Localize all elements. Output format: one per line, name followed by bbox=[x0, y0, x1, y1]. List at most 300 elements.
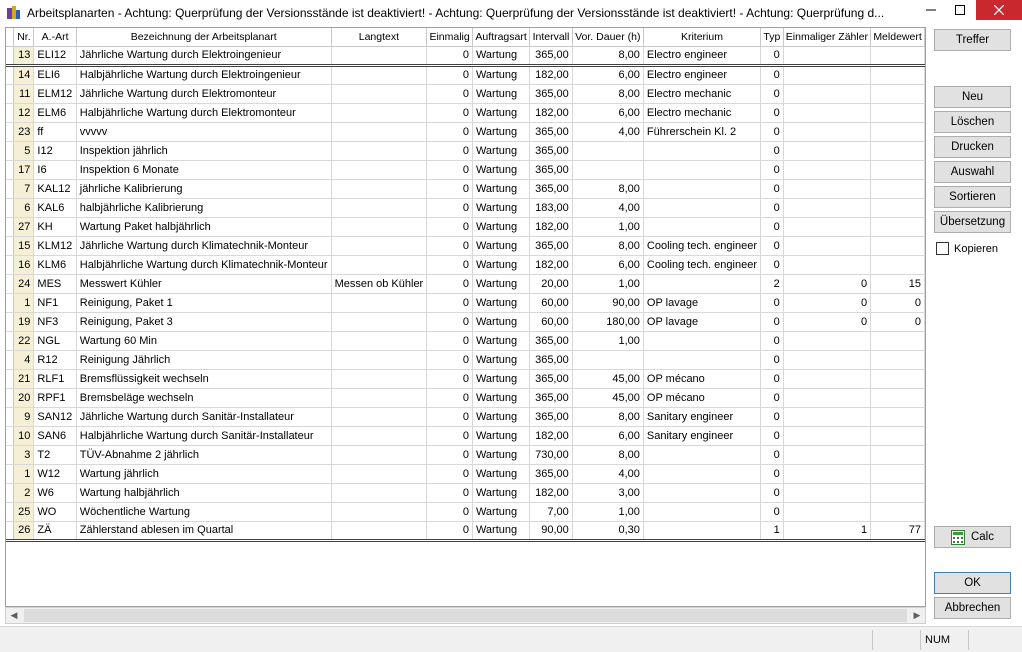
cell-typ[interactable]: 0 bbox=[760, 483, 783, 502]
cell-einmalig[interactable]: 0 bbox=[427, 84, 473, 103]
table-row[interactable] bbox=[6, 521, 925, 540]
cell-art[interactable]: KLM6 bbox=[34, 255, 76, 274]
cell-meldewert[interactable] bbox=[871, 464, 925, 483]
cell-einmalig[interactable]: 0 bbox=[427, 502, 473, 521]
table-row[interactable] bbox=[6, 331, 925, 350]
cell-bezeichnung[interactable]: Inspektion jährlich bbox=[76, 141, 331, 160]
cell-einmalig[interactable]: 0 bbox=[427, 65, 473, 84]
cell-bezeichnung[interactable]: Halbjährliche Wartung durch Elektroingenieur bbox=[76, 65, 331, 84]
cell-auftragsart[interactable]: Wartung bbox=[472, 274, 529, 293]
cell-meldewert[interactable] bbox=[871, 331, 925, 350]
cell-art[interactable]: KAL6 bbox=[34, 198, 76, 217]
cell-nr[interactable]: 25 bbox=[14, 502, 34, 521]
cell-zaehler[interactable] bbox=[783, 407, 870, 426]
cell-auftragsart[interactable]: Wartung bbox=[472, 312, 529, 331]
cell-auftragsart[interactable]: Wartung bbox=[472, 198, 529, 217]
cell-dauer[interactable]: 6,00 bbox=[572, 426, 643, 445]
col-header[interactable]: Vor. Dauer (h) bbox=[572, 28, 643, 46]
row-selector[interactable] bbox=[6, 293, 14, 312]
table-row[interactable] bbox=[6, 65, 925, 84]
cell-kriterium[interactable]: Sanitary engineer bbox=[643, 407, 760, 426]
cell-typ[interactable]: 1 bbox=[760, 521, 783, 540]
cell-auftragsart[interactable]: Wartung bbox=[472, 445, 529, 464]
cell-meldewert[interactable] bbox=[871, 483, 925, 502]
cell-dauer[interactable] bbox=[572, 350, 643, 369]
cell-typ[interactable]: 0 bbox=[760, 179, 783, 198]
col-header[interactable]: Intervall bbox=[530, 28, 573, 46]
row-selector[interactable] bbox=[6, 65, 14, 84]
row-selector[interactable] bbox=[6, 426, 14, 445]
cell-langtext[interactable] bbox=[331, 293, 427, 312]
cell-nr[interactable]: 20 bbox=[14, 388, 34, 407]
cell-dauer[interactable]: 180,00 bbox=[572, 312, 643, 331]
cell-einmalig[interactable]: 0 bbox=[427, 274, 473, 293]
cell-bezeichnung[interactable]: Jährliche Wartung durch Sanitär-Installateur bbox=[76, 407, 331, 426]
cell-bezeichnung[interactable]: Halbjährliche Wartung durch Elektromonteur bbox=[76, 103, 331, 122]
cell-typ[interactable]: 0 bbox=[760, 502, 783, 521]
cell-art[interactable]: NF3 bbox=[34, 312, 76, 331]
cell-bezeichnung[interactable]: Jährliche Wartung durch Elektromonteur bbox=[76, 84, 331, 103]
table-row[interactable] bbox=[6, 502, 925, 521]
cell-bezeichnung[interactable]: Bremsbeläge wechseln bbox=[76, 388, 331, 407]
row-selector[interactable] bbox=[6, 236, 14, 255]
cell-dauer[interactable]: 4,00 bbox=[572, 122, 643, 141]
cell-auftragsart[interactable]: Wartung bbox=[472, 483, 529, 502]
delete-button[interactable]: Löschen bbox=[934, 111, 1011, 133]
cell-dauer[interactable]: 6,00 bbox=[572, 255, 643, 274]
cell-langtext[interactable] bbox=[331, 464, 427, 483]
cell-auftragsart[interactable]: Wartung bbox=[472, 331, 529, 350]
cell-typ[interactable]: 0 bbox=[760, 65, 783, 84]
cell-bezeichnung[interactable]: Jährliche Wartung durch Klimatechnik-Monteur bbox=[76, 236, 331, 255]
cell-auftragsart[interactable]: Wartung bbox=[472, 350, 529, 369]
cell-kriterium[interactable] bbox=[643, 483, 760, 502]
cell-bezeichnung[interactable]: Reinigung, Paket 3 bbox=[76, 312, 331, 331]
cell-intervall[interactable]: 182,00 bbox=[530, 255, 573, 274]
cell-art[interactable]: ELM12 bbox=[34, 84, 76, 103]
cell-zaehler[interactable] bbox=[783, 103, 870, 122]
cell-art[interactable]: ff bbox=[34, 122, 76, 141]
cell-langtext[interactable]: Messen ob Kühler bbox=[331, 274, 427, 293]
cell-langtext[interactable] bbox=[331, 217, 427, 236]
cell-zaehler[interactable] bbox=[783, 198, 870, 217]
cell-nr[interactable]: 10 bbox=[14, 426, 34, 445]
cell-nr[interactable]: 16 bbox=[14, 255, 34, 274]
cell-meldewert[interactable] bbox=[871, 407, 925, 426]
cell-nr[interactable]: 13 bbox=[14, 46, 34, 65]
row-selector[interactable] bbox=[6, 84, 14, 103]
cell-nr[interactable]: 24 bbox=[14, 274, 34, 293]
table-row[interactable] bbox=[6, 312, 925, 331]
table-row[interactable] bbox=[6, 483, 925, 502]
cell-langtext[interactable] bbox=[331, 122, 427, 141]
col-header[interactable]: Kriterium bbox=[643, 28, 760, 46]
table-row[interactable] bbox=[6, 84, 925, 103]
cell-meldewert[interactable] bbox=[871, 198, 925, 217]
cell-zaehler[interactable] bbox=[783, 141, 870, 160]
cell-typ[interactable]: 0 bbox=[760, 122, 783, 141]
cell-nr[interactable]: 27 bbox=[14, 217, 34, 236]
row-selector[interactable] bbox=[6, 331, 14, 350]
row-selector[interactable] bbox=[6, 160, 14, 179]
table-row[interactable] bbox=[6, 103, 925, 122]
cell-meldewert[interactable] bbox=[871, 160, 925, 179]
cell-auftragsart[interactable]: Wartung bbox=[472, 46, 529, 65]
cell-intervall[interactable]: 365,00 bbox=[530, 464, 573, 483]
row-selector[interactable] bbox=[6, 483, 14, 502]
cell-auftragsart[interactable]: Wartung bbox=[472, 122, 529, 141]
cell-art[interactable]: RPF1 bbox=[34, 388, 76, 407]
copy-checkbox-wrap[interactable] bbox=[936, 242, 998, 255]
cell-bezeichnung[interactable]: Wartung Paket halbjährlich bbox=[76, 217, 331, 236]
translation-button[interactable]: Übersetzung bbox=[934, 211, 1011, 233]
cell-langtext[interactable] bbox=[331, 65, 427, 84]
cell-typ[interactable]: 0 bbox=[760, 388, 783, 407]
cell-meldewert[interactable] bbox=[871, 84, 925, 103]
cell-art[interactable]: KLM12 bbox=[34, 236, 76, 255]
cell-kriterium[interactable]: OP lavage bbox=[643, 293, 760, 312]
cell-intervall[interactable]: 365,00 bbox=[530, 350, 573, 369]
row-selector[interactable] bbox=[6, 103, 14, 122]
table-row[interactable] bbox=[6, 217, 925, 236]
cell-kriterium[interactable]: Electro mechanic bbox=[643, 103, 760, 122]
cell-zaehler[interactable] bbox=[783, 122, 870, 141]
cell-bezeichnung[interactable]: Halbjährliche Wartung durch Sanitär-Installateur bbox=[76, 426, 331, 445]
cell-typ[interactable]: 0 bbox=[760, 464, 783, 483]
cell-nr[interactable]: 4 bbox=[14, 350, 34, 369]
row-selector[interactable] bbox=[6, 445, 14, 464]
table-row[interactable] bbox=[6, 293, 925, 312]
cell-meldewert[interactable] bbox=[871, 350, 925, 369]
cell-langtext[interactable] bbox=[331, 445, 427, 464]
print-button[interactable]: Drucken bbox=[934, 136, 1011, 158]
cell-einmalig[interactable]: 0 bbox=[427, 312, 473, 331]
cell-bezeichnung[interactable]: jährliche Kalibrierung bbox=[76, 179, 331, 198]
cell-nr[interactable]: 12 bbox=[14, 103, 34, 122]
cell-kriterium[interactable] bbox=[643, 331, 760, 350]
cell-bezeichnung[interactable]: Wartung halbjährlich bbox=[76, 483, 331, 502]
cell-einmalig[interactable]: 0 bbox=[427, 122, 473, 141]
cell-auftragsart[interactable]: Wartung bbox=[472, 179, 529, 198]
cell-zaehler[interactable] bbox=[783, 236, 870, 255]
cell-kriterium[interactable]: Cooling tech. engineer bbox=[643, 255, 760, 274]
cell-intervall[interactable]: 60,00 bbox=[530, 312, 573, 331]
cell-typ[interactable]: 0 bbox=[760, 407, 783, 426]
cell-langtext[interactable] bbox=[331, 350, 427, 369]
cell-intervall[interactable]: 365,00 bbox=[530, 407, 573, 426]
row-selector[interactable] bbox=[6, 521, 14, 540]
cell-einmalig[interactable]: 0 bbox=[427, 103, 473, 122]
cell-art[interactable]: WO bbox=[34, 502, 76, 521]
table-row[interactable] bbox=[6, 274, 925, 293]
treffer-button[interactable]: Treffer bbox=[934, 29, 1011, 51]
cell-dauer[interactable]: 8,00 bbox=[572, 46, 643, 65]
cell-kriterium[interactable] bbox=[643, 350, 760, 369]
cell-kriterium[interactable] bbox=[643, 141, 760, 160]
cell-dauer[interactable]: 0,30 bbox=[572, 521, 643, 540]
cell-art[interactable]: NF1 bbox=[34, 293, 76, 312]
scrollbar-thumb[interactable] bbox=[24, 609, 907, 622]
cell-meldewert[interactable] bbox=[871, 236, 925, 255]
cell-art[interactable]: ELI12 bbox=[34, 46, 76, 65]
cell-art[interactable]: R12 bbox=[34, 350, 76, 369]
cell-meldewert[interactable]: 15 bbox=[871, 274, 925, 293]
cell-intervall[interactable]: 60,00 bbox=[530, 293, 573, 312]
cell-kriterium[interactable]: Electro engineer bbox=[643, 65, 760, 84]
cell-langtext[interactable] bbox=[331, 331, 427, 350]
row-selector[interactable] bbox=[6, 312, 14, 331]
ok-button[interactable]: OK bbox=[934, 572, 1011, 594]
table-row[interactable] bbox=[6, 388, 925, 407]
cell-intervall[interactable]: 365,00 bbox=[530, 46, 573, 65]
col-header[interactable]: Auftragsart bbox=[472, 28, 529, 46]
horizontal-scrollbar[interactable] bbox=[5, 607, 926, 624]
cell-meldewert[interactable] bbox=[871, 46, 925, 65]
cell-einmalig[interactable]: 0 bbox=[427, 331, 473, 350]
table-row[interactable] bbox=[6, 141, 925, 160]
table-row[interactable] bbox=[6, 122, 925, 141]
cell-art[interactable]: I6 bbox=[34, 160, 76, 179]
col-header[interactable]: A.-Art bbox=[34, 28, 76, 46]
cell-meldewert[interactable] bbox=[871, 122, 925, 141]
cell-typ[interactable]: 0 bbox=[760, 369, 783, 388]
cell-nr[interactable]: 17 bbox=[14, 160, 34, 179]
cell-art[interactable]: I12 bbox=[34, 141, 76, 160]
cell-einmalig[interactable]: 0 bbox=[427, 160, 473, 179]
cell-typ[interactable]: 0 bbox=[760, 198, 783, 217]
scroll-right-icon[interactable]: ▶ bbox=[913, 610, 921, 620]
col-header[interactable]: Typ bbox=[760, 28, 783, 46]
cell-meldewert[interactable] bbox=[871, 369, 925, 388]
cell-auftragsart[interactable]: Wartung bbox=[472, 426, 529, 445]
cell-bezeichnung[interactable]: Bremsflüssigkeit wechseln bbox=[76, 369, 331, 388]
cell-einmalig[interactable]: 0 bbox=[427, 141, 473, 160]
cell-intervall[interactable]: 90,00 bbox=[530, 521, 573, 540]
cell-einmalig[interactable]: 0 bbox=[427, 236, 473, 255]
cell-kriterium[interactable] bbox=[643, 179, 760, 198]
cell-kriterium[interactable]: Cooling tech. engineer bbox=[643, 236, 760, 255]
cell-dauer[interactable] bbox=[572, 141, 643, 160]
cell-dauer[interactable]: 1,00 bbox=[572, 331, 643, 350]
cell-kriterium[interactable]: Führerschein Kl. 2 bbox=[643, 122, 760, 141]
cell-nr[interactable]: 1 bbox=[14, 293, 34, 312]
cell-langtext[interactable] bbox=[331, 312, 427, 331]
cell-langtext[interactable] bbox=[331, 483, 427, 502]
table-row[interactable] bbox=[6, 369, 925, 388]
cell-dauer[interactable]: 8,00 bbox=[572, 407, 643, 426]
cell-einmalig[interactable]: 0 bbox=[427, 179, 473, 198]
cell-intervall[interactable]: 365,00 bbox=[530, 141, 573, 160]
cell-intervall[interactable]: 182,00 bbox=[530, 103, 573, 122]
data-grid[interactable] bbox=[5, 27, 926, 607]
cell-auftragsart[interactable]: Wartung bbox=[472, 65, 529, 84]
table-row[interactable] bbox=[6, 426, 925, 445]
cell-zaehler[interactable] bbox=[783, 65, 870, 84]
cell-kriterium[interactable] bbox=[643, 502, 760, 521]
cell-meldewert[interactable] bbox=[871, 502, 925, 521]
close-button[interactable] bbox=[976, 0, 1022, 20]
row-selector[interactable] bbox=[6, 255, 14, 274]
cell-bezeichnung[interactable]: Zählerstand ablesen im Quartal bbox=[76, 521, 331, 540]
cell-bezeichnung[interactable]: Wöchentliche Wartung bbox=[76, 502, 331, 521]
cell-langtext[interactable] bbox=[331, 179, 427, 198]
cell-auftragsart[interactable]: Wartung bbox=[472, 388, 529, 407]
cell-kriterium[interactable] bbox=[643, 217, 760, 236]
col-header[interactable]: Bezeichnung der Arbeitsplanart bbox=[76, 28, 331, 46]
cell-zaehler[interactable]: 0 bbox=[783, 274, 870, 293]
cell-zaehler[interactable] bbox=[783, 255, 870, 274]
cell-bezeichnung[interactable]: halbjährliche Kalibrierung bbox=[76, 198, 331, 217]
cell-einmalig[interactable]: 0 bbox=[427, 46, 473, 65]
row-selector[interactable] bbox=[6, 46, 14, 65]
cell-intervall[interactable]: 365,00 bbox=[530, 179, 573, 198]
cell-nr[interactable]: 23 bbox=[14, 122, 34, 141]
calc-button[interactable] bbox=[934, 526, 1011, 548]
cell-langtext[interactable] bbox=[331, 369, 427, 388]
cell-typ[interactable]: 0 bbox=[760, 217, 783, 236]
selection-button[interactable]: Auswahl bbox=[934, 161, 1011, 183]
cell-art[interactable]: SAN12 bbox=[34, 407, 76, 426]
cell-typ[interactable]: 0 bbox=[760, 46, 783, 65]
cell-zaehler[interactable] bbox=[783, 426, 870, 445]
cell-dauer[interactable]: 1,00 bbox=[572, 502, 643, 521]
row-selector[interactable] bbox=[6, 369, 14, 388]
row-selector[interactable] bbox=[6, 122, 14, 141]
cell-nr[interactable]: 5 bbox=[14, 141, 34, 160]
cell-langtext[interactable] bbox=[331, 141, 427, 160]
col-header[interactable]: Nr. bbox=[14, 28, 34, 46]
cell-meldewert[interactable] bbox=[871, 426, 925, 445]
table-row[interactable] bbox=[6, 160, 925, 179]
cell-zaehler[interactable]: 0 bbox=[783, 293, 870, 312]
table-row[interactable] bbox=[6, 198, 925, 217]
cell-typ[interactable]: 0 bbox=[760, 255, 783, 274]
cell-intervall[interactable]: 20,00 bbox=[530, 274, 573, 293]
cell-einmalig[interactable]: 0 bbox=[427, 350, 473, 369]
row-selector[interactable] bbox=[6, 141, 14, 160]
cell-kriterium[interactable] bbox=[643, 198, 760, 217]
table-row[interactable] bbox=[6, 46, 925, 65]
cell-art[interactable]: NGL bbox=[34, 331, 76, 350]
cell-intervall[interactable]: 182,00 bbox=[530, 426, 573, 445]
cell-kriterium[interactable] bbox=[643, 160, 760, 179]
cell-langtext[interactable] bbox=[331, 426, 427, 445]
cell-auftragsart[interactable]: Wartung bbox=[472, 521, 529, 540]
cell-dauer[interactable]: 4,00 bbox=[572, 464, 643, 483]
cell-zaehler[interactable] bbox=[783, 217, 870, 236]
cell-dauer[interactable]: 3,00 bbox=[572, 483, 643, 502]
cell-auftragsart[interactable]: Wartung bbox=[472, 255, 529, 274]
cell-auftragsart[interactable]: Wartung bbox=[472, 84, 529, 103]
cell-meldewert[interactable] bbox=[871, 388, 925, 407]
cell-intervall[interactable]: 365,00 bbox=[530, 84, 573, 103]
cell-meldewert[interactable] bbox=[871, 65, 925, 84]
cell-meldewert[interactable] bbox=[871, 103, 925, 122]
cell-zaehler[interactable] bbox=[783, 160, 870, 179]
cell-nr[interactable]: 6 bbox=[14, 198, 34, 217]
row-selector[interactable] bbox=[6, 388, 14, 407]
cell-zaehler[interactable] bbox=[783, 464, 870, 483]
table-row[interactable] bbox=[6, 236, 925, 255]
cell-nr[interactable]: 21 bbox=[14, 369, 34, 388]
cell-typ[interactable]: 0 bbox=[760, 426, 783, 445]
cell-intervall[interactable]: 182,00 bbox=[530, 217, 573, 236]
cell-zaehler[interactable] bbox=[783, 502, 870, 521]
cell-einmalig[interactable]: 0 bbox=[427, 217, 473, 236]
cell-einmalig[interactable]: 0 bbox=[427, 521, 473, 540]
cell-art[interactable]: ELI6 bbox=[34, 65, 76, 84]
cell-nr[interactable]: 1 bbox=[14, 464, 34, 483]
cell-intervall[interactable]: 7,00 bbox=[530, 502, 573, 521]
col-header[interactable]: Einmaliger Zähler bbox=[783, 28, 870, 46]
cell-dauer[interactable]: 8,00 bbox=[572, 179, 643, 198]
cell-art[interactable]: MES bbox=[34, 274, 76, 293]
cell-einmalig[interactable]: 0 bbox=[427, 483, 473, 502]
cell-langtext[interactable] bbox=[331, 407, 427, 426]
cell-zaehler[interactable] bbox=[783, 331, 870, 350]
cell-auftragsart[interactable]: Wartung bbox=[472, 502, 529, 521]
cell-bezeichnung[interactable]: Reinigung Jährlich bbox=[76, 350, 331, 369]
cell-bezeichnung[interactable]: Reinigung, Paket 1 bbox=[76, 293, 331, 312]
cell-bezeichnung[interactable]: vvvvv bbox=[76, 122, 331, 141]
cell-einmalig[interactable]: 0 bbox=[427, 464, 473, 483]
cell-zaehler[interactable] bbox=[783, 84, 870, 103]
scroll-left-icon[interactable]: ◀ bbox=[10, 610, 18, 620]
cell-nr[interactable]: 2 bbox=[14, 483, 34, 502]
cell-bezeichnung[interactable]: Wartung jährlich bbox=[76, 464, 331, 483]
cell-langtext[interactable] bbox=[331, 236, 427, 255]
cell-einmalig[interactable]: 0 bbox=[427, 445, 473, 464]
cell-kriterium[interactable]: Electro engineer bbox=[643, 46, 760, 65]
cell-einmalig[interactable]: 0 bbox=[427, 407, 473, 426]
cell-nr[interactable]: 14 bbox=[14, 65, 34, 84]
cell-nr[interactable]: 11 bbox=[14, 84, 34, 103]
cell-auftragsart[interactable]: Wartung bbox=[472, 293, 529, 312]
cell-nr[interactable]: 19 bbox=[14, 312, 34, 331]
cell-meldewert[interactable]: 0 bbox=[871, 312, 925, 331]
cell-art[interactable]: T2 bbox=[34, 445, 76, 464]
cell-typ[interactable]: 0 bbox=[760, 160, 783, 179]
cell-dauer[interactable]: 8,00 bbox=[572, 236, 643, 255]
cell-bezeichnung[interactable]: Wartung 60 Min bbox=[76, 331, 331, 350]
cell-typ[interactable]: 0 bbox=[760, 293, 783, 312]
cell-dauer[interactable] bbox=[572, 160, 643, 179]
cell-zaehler[interactable] bbox=[783, 445, 870, 464]
cell-nr[interactable]: 15 bbox=[14, 236, 34, 255]
cell-intervall[interactable]: 365,00 bbox=[530, 160, 573, 179]
cell-zaehler[interactable] bbox=[783, 350, 870, 369]
cell-auftragsart[interactable]: Wartung bbox=[472, 141, 529, 160]
cell-zaehler[interactable] bbox=[783, 388, 870, 407]
cell-dauer[interactable]: 8,00 bbox=[572, 445, 643, 464]
cell-nr[interactable]: 26 bbox=[14, 521, 34, 540]
cell-art[interactable]: ELM6 bbox=[34, 103, 76, 122]
row-selector[interactable] bbox=[6, 217, 14, 236]
cell-meldewert[interactable] bbox=[871, 179, 925, 198]
row-selector[interactable] bbox=[6, 350, 14, 369]
cell-kriterium[interactable]: OP mécano bbox=[643, 369, 760, 388]
cell-dauer[interactable]: 8,00 bbox=[572, 84, 643, 103]
cell-typ[interactable]: 0 bbox=[760, 312, 783, 331]
cell-kriterium[interactable]: OP lavage bbox=[643, 312, 760, 331]
cell-kriterium[interactable] bbox=[643, 274, 760, 293]
cell-typ[interactable]: 0 bbox=[760, 236, 783, 255]
cell-kriterium[interactable] bbox=[643, 464, 760, 483]
cell-einmalig[interactable]: 0 bbox=[427, 293, 473, 312]
cell-dauer[interactable]: 1,00 bbox=[572, 274, 643, 293]
cell-intervall[interactable]: 730,00 bbox=[530, 445, 573, 464]
cell-typ[interactable]: 0 bbox=[760, 331, 783, 350]
